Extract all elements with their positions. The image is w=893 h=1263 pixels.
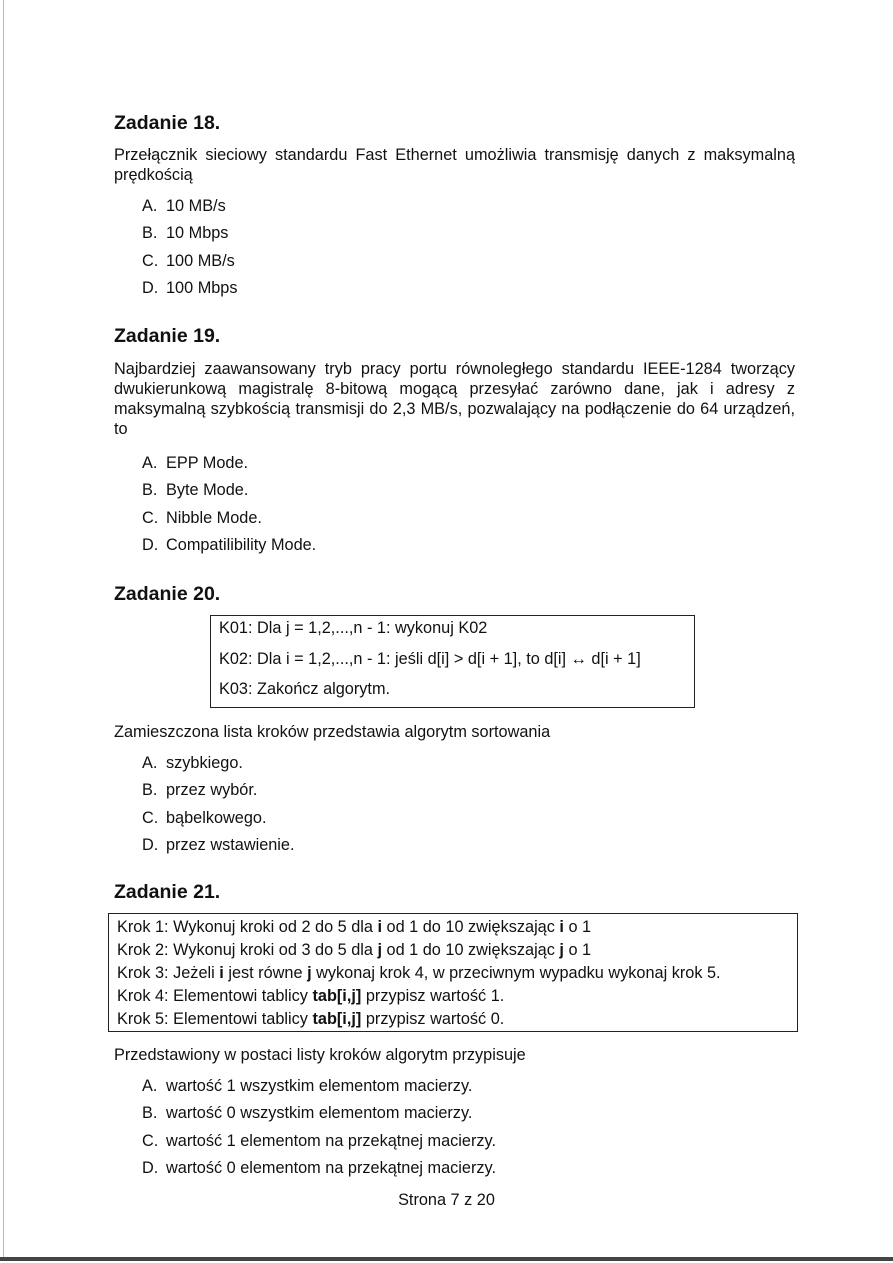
answer-option <box>142 835 295 862</box>
option-text: przez wstawienie. <box>166 835 295 854</box>
task-question: Zamieszczona lista kroków przedstawia algorytm sortowania <box>114 723 551 741</box>
option-text: EPP Mode. <box>166 454 249 472</box>
answer-option <box>142 1131 496 1158</box>
option-text: Compatilibility Mode. <box>166 535 317 554</box>
step-text: jest równe <box>223 964 308 982</box>
task-title: Zadanie 21. <box>114 881 221 903</box>
algorithm-step <box>117 940 591 960</box>
option-letter: D. <box>142 535 159 554</box>
answer-option <box>142 480 316 507</box>
option-letter: B. <box>142 781 158 800</box>
step-variable: i <box>377 918 383 936</box>
algorithm-step <box>117 917 591 937</box>
step-variable: tab[i,j] <box>312 987 362 1005</box>
step-text: o 1 <box>563 941 592 959</box>
option-text: 10 MB/s <box>166 197 226 215</box>
option-letter: C. <box>142 251 159 270</box>
scan-edge-left <box>3 0 4 1258</box>
step-text: od 1 do 10 zwiększając <box>382 941 560 959</box>
option-letter: C. <box>142 508 159 527</box>
option-text: przez wybór. <box>166 781 258 800</box>
step-variable: i <box>219 964 224 982</box>
option-text: 100 MB/s <box>166 251 235 270</box>
algorithm-step: K01: Dla j = 1,2,...,n - 1: wykonuj K02 <box>219 619 488 637</box>
step-variable: j <box>307 964 312 982</box>
step-text: wykonaj krok 4, w przeciwnym wypadku wykonaj krok 5. <box>311 964 721 982</box>
option-letter: B. <box>142 224 158 243</box>
page-number: Strona 7 z 20 <box>398 1191 495 1209</box>
step-text: od 1 do 10 zwiększając <box>382 918 560 936</box>
answer-option <box>142 535 316 562</box>
answer-option <box>142 278 238 305</box>
task-title: Zadanie 18. <box>114 112 221 134</box>
algorithm-step <box>117 986 504 1006</box>
answer-option <box>142 251 238 278</box>
answer-option <box>142 196 238 223</box>
option-text: szybkiego. <box>166 754 243 772</box>
option-letter: A. <box>142 754 158 772</box>
step-text: przypisz wartość 1. <box>361 987 505 1005</box>
option-text: Byte Mode. <box>166 481 249 500</box>
answer-option <box>142 453 316 480</box>
option-letter: A. <box>142 454 158 472</box>
option-letter: B. <box>142 1104 158 1123</box>
answer-option <box>142 223 238 250</box>
answer-option <box>142 508 316 535</box>
answer-option <box>142 1103 496 1130</box>
step-variable: i <box>559 918 564 936</box>
option-text: wartość 0 elementom na przekątnej macierzy. <box>166 1158 496 1177</box>
option-letter: B. <box>142 481 158 500</box>
step-variable: j <box>559 941 564 959</box>
answer-list <box>142 753 295 862</box>
option-text: bąbelkowego. <box>166 808 267 827</box>
task-title: Zadanie 19. <box>114 325 221 347</box>
step-text: Krok 1: Wykonuj kroki od 2 do 5 dla <box>117 918 378 936</box>
answer-list <box>142 196 238 305</box>
option-text: wartość 0 wszystkim elementom macierzy. <box>166 1104 473 1123</box>
step-text: Krok 3: Jeżeli <box>117 964 220 982</box>
step-text: Krok 2: Wykonuj kroki od 3 do 5 dla <box>117 941 378 959</box>
answer-list <box>142 1076 496 1185</box>
option-letter: D. <box>142 835 159 854</box>
option-letter: C. <box>142 1131 159 1150</box>
algorithm-step: K02: Dla i = 1,2,...,n - 1: jeśli d[i] > d[i + 1], to d[i] ↔ d[i + 1] <box>219 650 641 668</box>
option-text: wartość 1 wszystkim elementom macierzy. <box>166 1077 473 1095</box>
step-text: przypisz wartość 0. <box>361 1010 505 1028</box>
option-letter: D. <box>142 278 159 297</box>
answer-option <box>142 780 295 807</box>
algorithm-step: K03: Zakończ algorytm. <box>219 680 391 698</box>
option-letter: A. <box>142 197 158 215</box>
option-text: 100 Mbps <box>166 278 238 297</box>
algorithm-box <box>108 913 798 1032</box>
task-question: Przedstawiony w postaci listy kroków algorytm przypisuje <box>114 1046 526 1064</box>
answer-option <box>142 753 295 780</box>
option-text: wartość 1 elementom na przekątnej macierzy. <box>166 1131 496 1150</box>
answer-option <box>142 808 295 835</box>
option-text: Nibble Mode. <box>166 508 262 527</box>
step-variable: tab[i,j] <box>312 1010 362 1028</box>
option-letter: A. <box>142 1077 158 1095</box>
step-text: Krok 4: Elementowi tablicy <box>117 987 313 1005</box>
task-question: Przełącznik sieciowy standardu Fast Ethernet umożliwia transmisję danych z maksymalną prędkością <box>114 146 795 184</box>
answer-list <box>142 453 316 562</box>
answer-option <box>142 1076 496 1103</box>
step-text: Krok 5: Elementowi tablicy <box>117 1010 313 1028</box>
algorithm-step <box>117 1009 504 1029</box>
task-question: Najbardziej zaawansowany tryb pracy portu równoległego standardu IEEE-1284 tworzący dwukierunkową magistralę 8-bitową mogącą przesyłać zarówno dane, jak i adresy z maksymalną szybkością transmisji do 2,3 MB/s, pozwalający na podłączenie do 64 urządzeń, to <box>114 360 795 438</box>
answer-option <box>142 1158 496 1185</box>
task-title: Zadanie 20. <box>114 583 221 605</box>
option-text: 10 Mbps <box>166 224 229 243</box>
step-variable: j <box>377 941 383 959</box>
step-text: o 1 <box>563 918 592 936</box>
algorithm-step <box>117 963 721 983</box>
scan-edge-bottom <box>0 1257 893 1261</box>
option-letter: C. <box>142 808 159 827</box>
option-letter: D. <box>142 1158 159 1177</box>
algorithm-box <box>210 615 695 708</box>
